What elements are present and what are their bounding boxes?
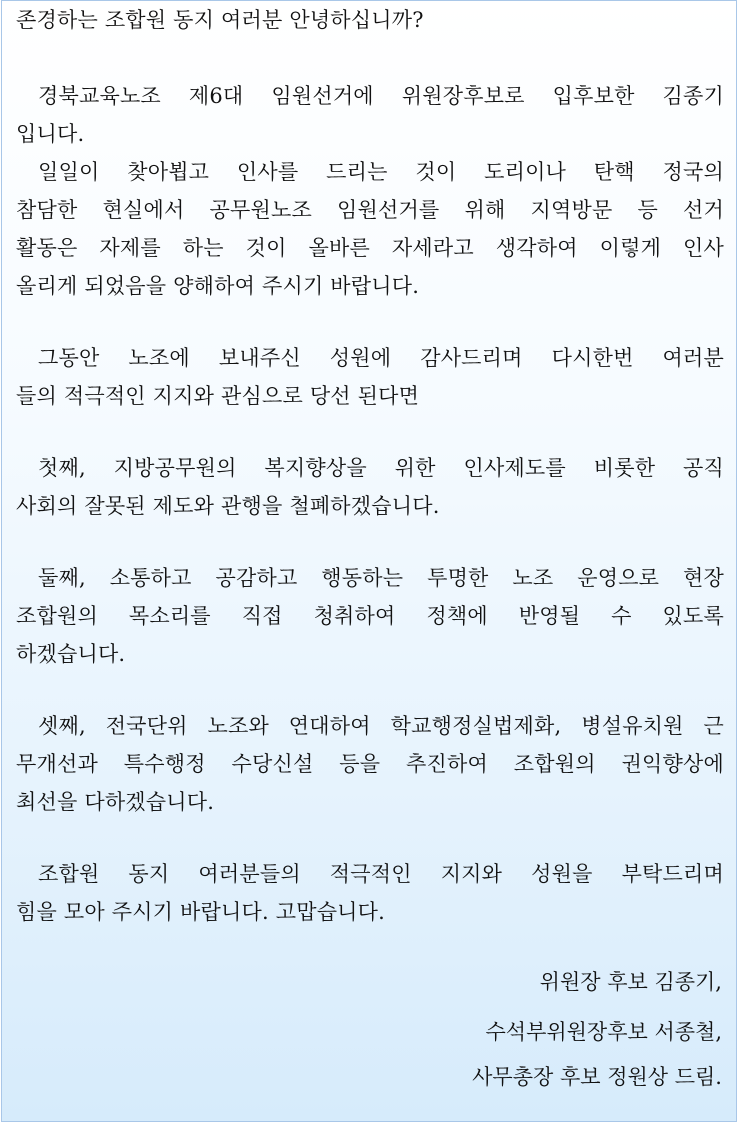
signature-line-3: 사무총장 후보 정원상 드림. [472,1065,722,1089]
intro-line-1: 경북교육노조 제6대 임원선거에 위원장후보로 입후보한 김종기 [38,84,724,108]
greeting: 존경하는 조합원 동지 여러분 안녕하십니까? [16,8,424,32]
thanks-line-1: 그동안 노조에 보내주신 성원에 감사드리며 다시한번 여러분 [38,346,724,370]
letter-body [16,1,724,931]
letter-frame [1,0,737,1122]
apology-line-2: 참담한 현실에서 공무원노조 임원선거를 위해 지역방문 등 선거 [16,198,724,222]
pledge2-line-2: 조합원의 목소리를 직접 청취하여 정책에 반영될 수 있도록 [16,604,724,628]
pledge3-line-1: 셋째, 전국단위 노조와 연대하여 학교행정실법제화, 병설유치원 근 [38,714,724,738]
pledge1-line-1: 첫째, 지방공무원의 복지향상을 위한 인사제도를 비롯한 공직 [38,456,724,480]
pledge2-line-3: 하겠습니다. [16,642,126,666]
signature-line-2: 수석부위원장후보 서종철, [485,1020,722,1044]
intro-line-2: 입니다. [16,122,85,146]
pledge3-line-2: 무개선과 특수행정 수당신설 등을 추진하여 조합원의 권익향상에 [16,752,724,776]
pledge2-line-1: 둘째, 소통하고 공감하고 행동하는 투명한 노조 운영으로 현장 [38,566,724,590]
pledge1-line-2: 사회의 잘못된 제도와 관행을 철폐하겠습니다. [16,494,440,518]
apology-line-1: 일일이 찾아뵙고 인사를 드리는 것이 도리이나 탄핵 정국의 [38,160,724,184]
apology-line-4: 올리게 되었음을 양해하여 주시기 바랍니다. [16,274,420,298]
thanks-line-2: 들의 적극적인 지지와 관심으로 당선 된다면 [16,384,420,408]
apology-line-3: 활동은 자제를 하는 것이 올바른 자세라고 생각하여 이렇게 인사 [16,236,724,260]
signature-line-1: 위원장 후보 김종기, [539,970,722,994]
pledge3-line-3: 최선을 다하겠습니다. [16,790,215,814]
closing-line-2: 힘을 모아 주시기 바랍니다. 고맙습니다. [16,900,386,924]
closing-line-1: 조합원 동지 여러분들의 적극적인 지지와 성원을 부탁드리며 [38,862,724,886]
